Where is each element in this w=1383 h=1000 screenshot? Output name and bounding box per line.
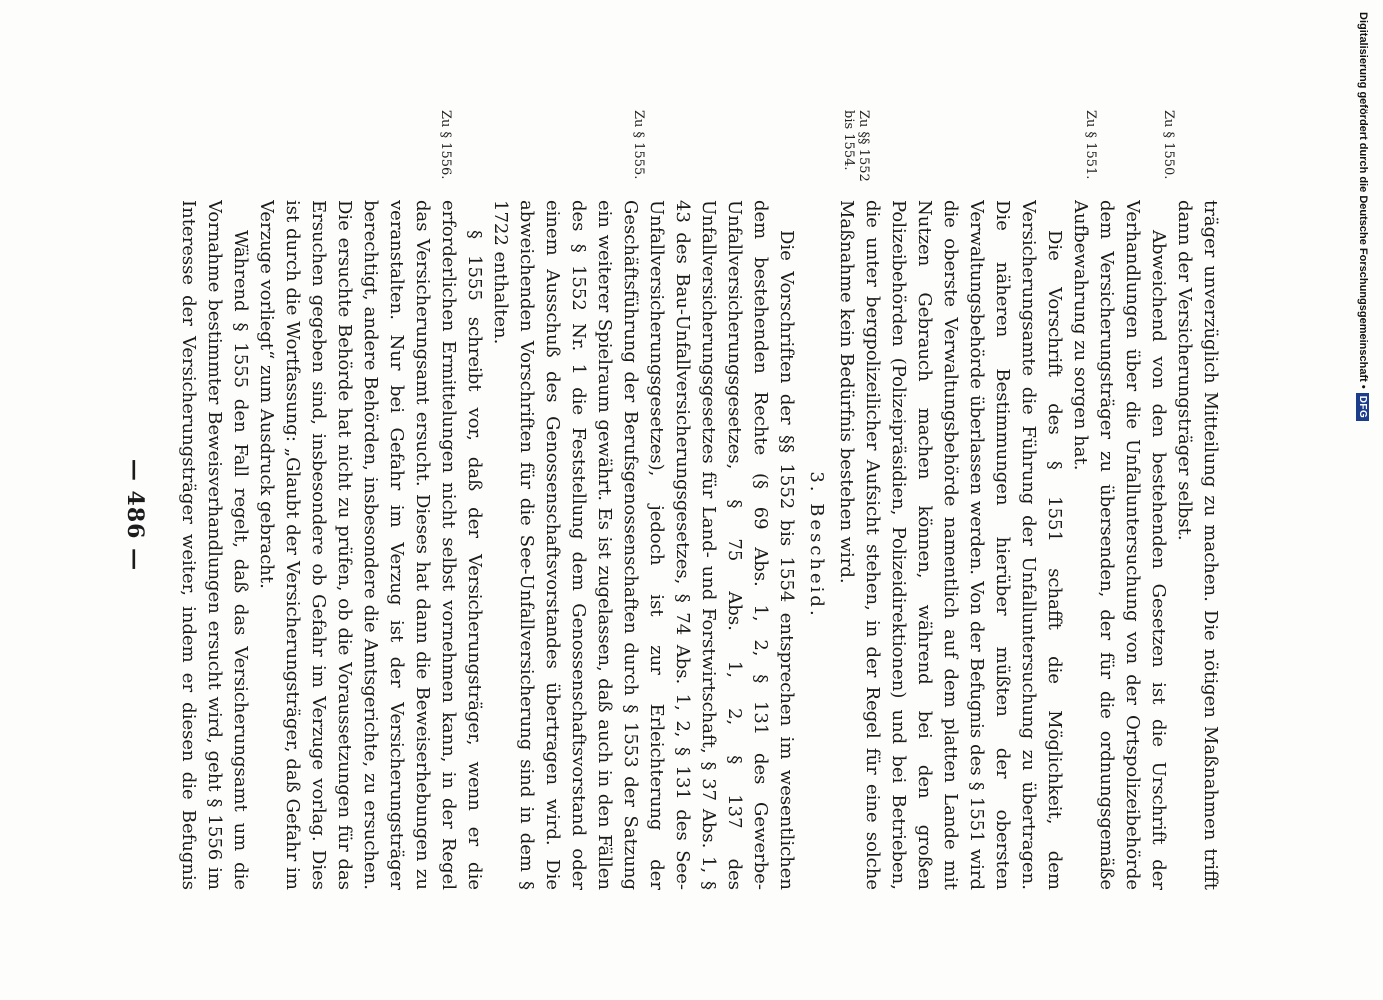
section-heading: 3. Bescheid. xyxy=(806,471,827,619)
paragraph-1551: Die Vorschrift des § 1551 schafft die Möglichkeit, dem Versicherungsamte die Führung der Unfalluntersuchung zu übertragen. Die näheren Bestimmungen hierüber müßten der obersten Verwaltungsbehörde überlassen werden. Von der Befugnis des § 1551 wird die oberste Verwaltungsbehörde namentlich auf dem platten Lande mit Nutzen Gebrauch machen können, während bei den großen Polizeibehörden (Polizeipräsidien, Polizeidirektionen) und bei Betrieben, die unter bergpolizeilicher Aufsicht stehen, in der Regel für eine solche Maßnahme kein Bedürfnis bestehen wird. xyxy=(836,200,1065,890)
page-body xyxy=(178,200,1223,890)
credit-text: Digitalisierung gefördert durch die Deutsche Forschungsgemeinschaft • xyxy=(1357,12,1369,389)
paragraph-continuation: träger unverzüglich Mitteilung zu machen. Die nötigen Maßnahmen trifft dann der Versicherungsträger selbst. xyxy=(1174,200,1221,890)
paragraph-1550: Abweichend von den bestehenden Gesetzen ist die Urschrift der Verhandlungen über die Unfalluntersuchung von der Ortspolizeibehörde dem Versicherungsträger zu übersenden, der für die ordnungsgemäße Aufbewahrung zu sorgen hat. xyxy=(1070,200,1169,890)
paragraph-1555: § 1555 schreibt vor, daß der Versicherungsträger, wenn er die erforderlichen Ermittelungen nicht selbst vornehmen kann, in der Regel das Versicherungsamt ersucht. Dieses hat dann die Beweiserhebungen zu veranstalten. Nur bei Gefahr im Verzug ist der Versicherungsträger berechtigt, andere Behörden, insbesondere die Amtsgerichte, zu ersuchen. Die ersuchte Behörde hat nicht zu prüfen, ob die Voraussetzungen für das Ersuchen gegeben sind, insbesondere ob Gefahr im Verzuge vorlag. Dies ist durch die Wortfassung: „Glaubt der Versicherungsträger, daß Gefahr im Verzuge vorliegt“ zum Ausdruck gebracht. xyxy=(256,200,485,890)
margin-note-1550: Zu § 1550. xyxy=(1161,110,1176,180)
page-number: — 486 — xyxy=(122,458,148,572)
margin-note-1551: Zu § 1551. xyxy=(1083,110,1098,180)
margin-note-1556: Zu § 1556. xyxy=(438,110,453,180)
digitization-credit xyxy=(1351,12,1375,752)
paragraph-1556: Während § 1555 den Fall regelt, daß das Versicherungsamt um die Vornahme bestimmter Beweisverhandlungen ersucht wird, geht § 1556 im Interesse der Versicherungsträger weiter, indem er diesen die Befugnis xyxy=(178,200,251,890)
margin-note-1552-1554: Zu §§ 1552 bis 1554. xyxy=(841,110,871,182)
dfg-logo: DFG xyxy=(1357,393,1370,422)
paragraph-1552-1554: Die Vorschriften der §§ 1552 bis 1554 entsprechen im wesentlichen dem bestehenden Rechte (§ 69 Abs. 1, 2, § 131 des Gewerbe-Unfallversicherungsgesetzes, § 75 Abs. 1, 2, § 137 des Unfallversicherungsgesetzes für Land- und Forstwirtschaft, § 37 Abs. 1, § 43 des Bau-Unfallversicherungsgesetzes, § 74 Abs. 1, 2, § 131 des See-Unfallversicherungsgesetzes), jedoch ist zur Erleichterung der Geschäftsführung der Berufsgenossenschaften durch § 1553 der Satzung ein weiterer Spielraum gewährt. Es ist zugelassen, daß auch in den Fällen des § 1552 Nr. 1 die Feststellung dem Genossenschaftsvorstand oder einem Ausschuß des Genossenschaftsvorstandes übertragen wird. Die abweichenden Vorschriften für die See-Unfallversicherung sind in dem § 1722 enthalten. xyxy=(490,200,797,890)
margin-note-1555: Zu § 1555. xyxy=(631,110,646,180)
